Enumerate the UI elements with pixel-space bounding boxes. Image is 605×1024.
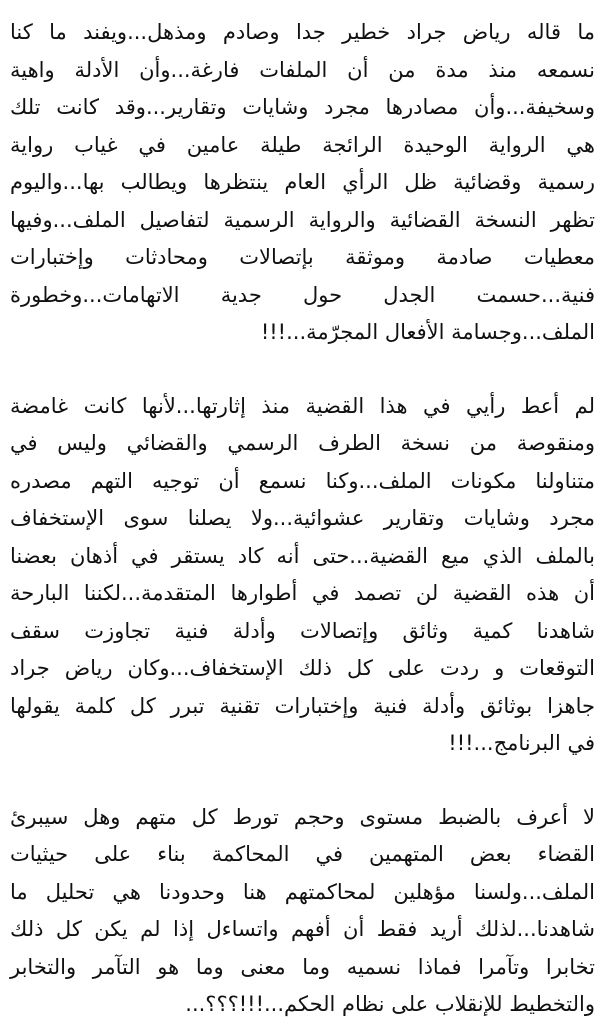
text-line: مجرد وشايات وتقارير عشوائية...ولا يصلنا سوى الإستخفاف [10,506,595,530]
paragraph-gap [10,352,595,388]
text-line: القضاء بعض المتهمين في المحاكمة بناء على حيثيات [10,842,595,866]
paragraph-gap [10,763,595,799]
text-line: أن هذه القضية لن تصمد في أطوارها المتقدمة...لكننا البارحة [10,581,595,605]
text-line: لا أعرف بالضبط مستوى وحجم تورط كل متهم وهل سيبرئ [10,804,595,829]
text-line: في البرنامج...!!! [448,731,595,755]
text-line: وسخيفة...وأن مصادرها مجرد وشايات وتقارير...وقد كانت تلك [10,95,595,119]
text-line: ومنقوصة من نسخة الطرف الرسمي والقضائي وليس في [10,431,595,455]
text-line: هي الرواية الوحيدة الرائجة طيلة عامين في غياب رواية [10,132,595,157]
text-line: تخابرا وتآمرا فماذا نسميه وما معنى وما هو التآمر والتخابر [10,954,595,979]
text-line: تظهر النسخة القضائية والرواية الرسمية لتفاصيل الملف...وفيها [10,207,595,232]
text-line: الملف...وجسامة الأفعال المجرّمة...!!! [260,320,595,344]
text-line: جاهزا بوثائق وأدلة فنية وإختبارات تقنية تبرر كل كلمة يقولها [10,693,595,718]
text-line: التوقعات و ردت على كل ذلك الإستخفاف...وكان رياض جراد [10,656,595,680]
text-line: رسمية وقضائية ظل الرأي العام ينتظرها ويطالب بها...واليوم [10,170,595,194]
text-line: بالملف الذي ميع القضية...حتى أنه كاد يستقر في أذهان بعضنا [10,543,595,568]
text-line: شاهدنا...لذلك أريد فقط أن أفهم واتساءل إذا لم يكن كل ذلك [10,917,595,941]
paragraph-3 [10,799,595,1024]
text-line: معطيات صادمة وموثقة بإتصالات ومحادثات وإختبارات [10,245,595,269]
text-line: الملف...ولسنا مؤهلين لمحاكمتهم هنا وحدودنا هي تحليل ما [10,879,595,904]
text-line: شاهدنا كمية وثائق وإتصالات وأدلة فنية تجاوزت سقف [10,618,595,643]
paragraph-1 [10,14,595,352]
text-line: متناولنا مكونات الملف...وكنا نسمع أن توجيه التهم مصدره [10,468,595,493]
text-line: فنية...حسمت الجدل حول جدية الاتهامات...وخطورة [10,282,595,307]
text-line: نسمعه منذ مدة من أن الملفات فارغة...وأن الأدلة واهية [10,57,595,82]
text-line: والتخطيط للإنقلاب على نظام الحكم...!!!؟؟؟... [185,992,595,1016]
text-line: لم أعط رأيي في هذا القضية منذ إثارتها...لأنها كانت غامضة [10,393,595,418]
paragraph-2 [10,388,595,763]
text-line: ما قاله رياض جراد خطير جدا وصادم ومذهل...ويفند ما كنا [10,20,595,44]
